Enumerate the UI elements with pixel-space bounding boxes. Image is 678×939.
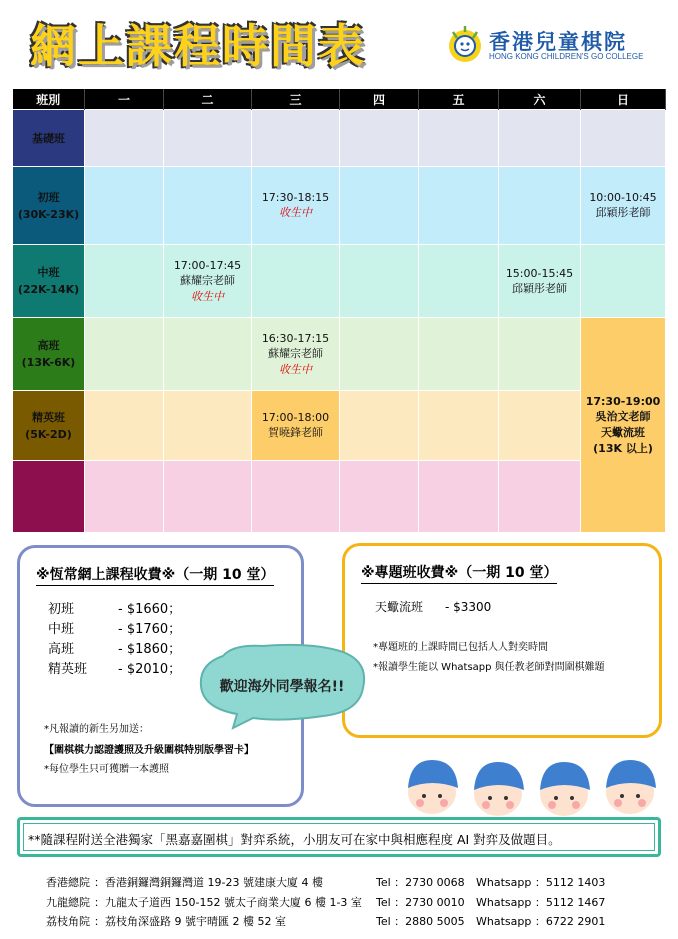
- fee-row: 中班 - $1760；: [48, 622, 182, 637]
- row-beginner: [13, 167, 666, 245]
- overseas-welcome-text: 歡迎海外同學報名!!: [219, 679, 345, 695]
- slot-beginner-sun: 10:00-10:45 邱穎彤老師: [581, 167, 666, 245]
- slot-middle-sat: 15:00-15:45 邱穎彤老師: [499, 245, 581, 318]
- logo-english-name: HONG KONG CHILDREN'S GO COLLEGE: [489, 52, 644, 61]
- row-middle: [13, 245, 666, 318]
- level-label-beginner: 初班 (30K-23K): [13, 167, 85, 245]
- slot-high-wed: 16:30-17:15 蘇耀宗老師 收生中: [252, 318, 340, 391]
- regular-fee-title: ※恆常網上課程收費※（一期 10 堂）: [36, 564, 274, 586]
- slot-tianyuan-sun: 17:30-19:00 吳治文老師 天蠍流班 (13K 以上): [581, 318, 666, 533]
- fee-note: *凡報讀的新生另加送：: [44, 724, 149, 735]
- col-header-thu: 四: [340, 89, 419, 110]
- col-header-sun: 日: [581, 89, 666, 110]
- logo-chinese-name: 香港兒童棋院: [489, 30, 627, 54]
- page-title: 網上課程時間表: [30, 19, 366, 73]
- col-header-mon: 一: [85, 89, 164, 110]
- go-stone-logo-icon: [443, 22, 487, 66]
- col-header-fri: 五: [419, 89, 499, 110]
- level-label-middle: 中班 (22K-14K): [13, 245, 85, 318]
- special-fee-title: ※專題班收費※（一期 10 堂）: [361, 562, 557, 584]
- slot-beginner-wed: 17:30-18:15 收生中: [252, 167, 340, 245]
- row-base: [13, 110, 666, 167]
- timetable: [12, 89, 666, 533]
- special-fee-row: 天蠍流班 - $3300: [375, 600, 492, 614]
- school-logo: [443, 22, 673, 68]
- special-note: *報讀學生能以 Whatsapp 與任教老師對問圍棋難題: [373, 662, 605, 673]
- level-label-high: 高班 (13K-6K): [13, 318, 85, 391]
- slot-elite-wed: 17:00-18:00 賀曉鋒老師: [252, 391, 340, 461]
- special-note: *專題班的上課時間已包括人人對奕時間: [373, 642, 548, 653]
- col-header-tue: 二: [164, 89, 252, 110]
- kids-illustration-icon: [400, 748, 662, 820]
- row-high: [13, 318, 666, 391]
- col-header-wed: 三: [252, 89, 340, 110]
- special-fee-box: [342, 543, 662, 738]
- fee-note: *每位學生只可獲贈一本護照: [44, 764, 169, 775]
- row-elite: [13, 391, 666, 461]
- level-label-elite: 精英班 (5K-2D): [13, 391, 85, 461]
- col-header-class: 班別: [13, 89, 85, 110]
- col-header-sat: 六: [499, 89, 581, 110]
- banner-text: **隨課程附送全港獨家「黑嘉嘉圍棋」對弈系統，小朋友可在家中與相應程度 AI 對弈及做題目。: [28, 832, 561, 847]
- fee-note: 【圍棋棋力認證護照及升級圍棋特別版學習卡】: [44, 745, 254, 756]
- level-label-base: 基礎班: [13, 110, 85, 167]
- ai-system-banner: [17, 817, 661, 857]
- fee-row: 精英班 - $2010；: [48, 662, 182, 677]
- level-label-extra: [13, 461, 85, 533]
- timetable-header-row: [13, 89, 666, 110]
- fee-row: 初班 - $1660；: [48, 602, 182, 617]
- row-extra: [13, 461, 666, 533]
- slot-middle-tue: 17:00-17:45 蘇耀宗老師 收生中: [164, 245, 252, 318]
- fee-row: 高班 - $1860；: [48, 642, 182, 657]
